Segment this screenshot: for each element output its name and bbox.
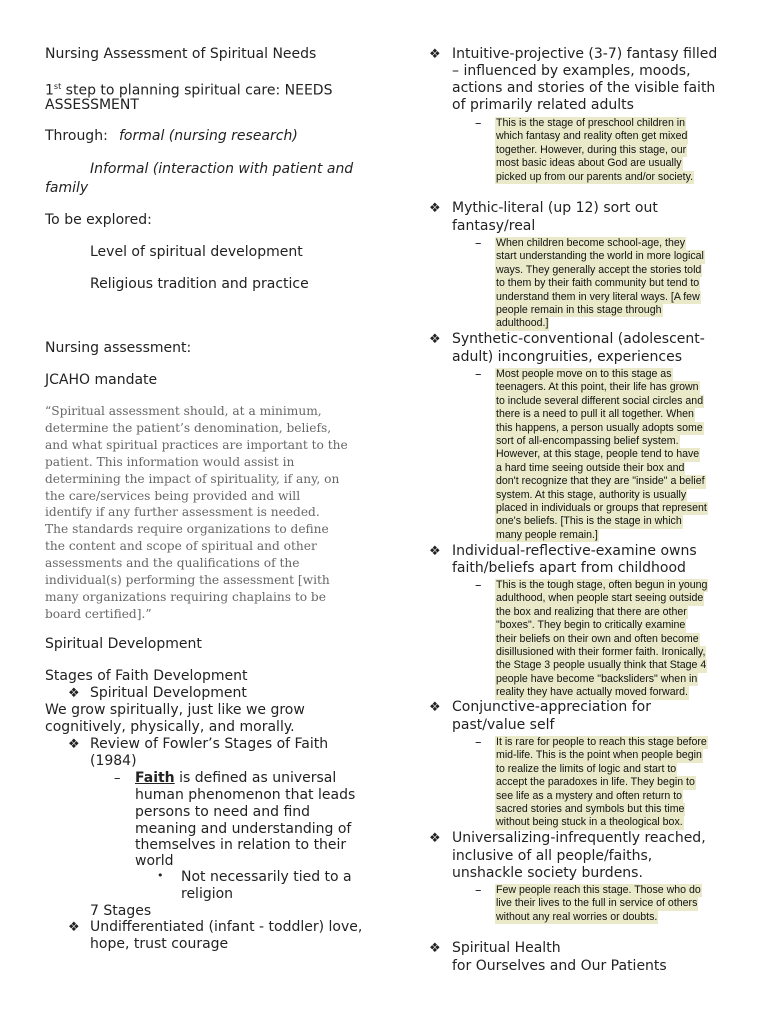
- faith-def: is defined as universal: [174, 770, 337, 786]
- quote-line: “Spiritual assessment should, at a minimum,: [45, 404, 322, 418]
- stage-heading: Universalizing-infrequently reached,: [452, 830, 706, 846]
- note-line: It is rare for people to reach this stage before: [496, 736, 707, 748]
- undifferentiated-line-1: Undifferentiated (infant - toddler) love,: [90, 919, 363, 935]
- note-line: This is the tough stage, often begun in young: [496, 579, 708, 591]
- quote-line: the care/services being provided and will: [45, 488, 301, 503]
- note-line: the Stage 3 people usually think that Stage 4: [496, 659, 707, 672]
- grow-line-2: cognitively, physically, and morally.: [45, 719, 295, 735]
- note-line: ways. They generally accept the stories told: [496, 263, 702, 276]
- stage-heading: Individual-reflective-examine owns: [452, 543, 697, 559]
- through-formal: formal (nursing research): [119, 128, 298, 144]
- jcaho-quote: [45, 403, 365, 623]
- dash-icon: –: [475, 735, 482, 750]
- note-line: Few people reach this stage. Those who do: [496, 884, 701, 896]
- note-line: sort of all-encompassing belief system.: [496, 435, 679, 448]
- diamond-bullet-icon: ❖: [68, 737, 80, 752]
- bullet-spiritual-development: Spiritual Development: [90, 685, 247, 701]
- note-line: many people remain.]: [496, 528, 598, 541]
- note-line: to realize the limits of logic and start to: [496, 762, 677, 775]
- faith-line-6: world: [135, 853, 174, 869]
- quote-line: determine the patient’s denomination, beliefs,: [45, 420, 332, 435]
- fowler-line-1: Review of Fowler’s Stages of Faith: [90, 736, 329, 752]
- faith-term: Faith: [135, 770, 175, 786]
- not-tied-line-2: religion: [181, 886, 234, 902]
- note-line: people remain in this stage through: [496, 304, 662, 317]
- dash-icon: –: [475, 236, 482, 251]
- dash-icon: –: [475, 367, 482, 382]
- stage-heading: fantasy/real: [452, 218, 536, 234]
- quote-line: the content and scope of spiritual and other: [45, 539, 317, 554]
- note-line: their beliefs on their own and often become: [496, 632, 699, 645]
- stage-heading: past/value self: [452, 717, 555, 733]
- explore-label: To be explored:: [45, 212, 152, 228]
- faith-line-3: persons to need and find: [135, 804, 311, 820]
- note-line: mid-life. This is the point when people begin: [496, 749, 702, 762]
- stage-note: [495, 237, 705, 331]
- quote-line: patient. This information would assist in: [45, 454, 295, 469]
- stage-note: [495, 368, 708, 542]
- not-tied-line-1: Not necessarily tied to a: [181, 869, 352, 885]
- through-label: Through:: [45, 128, 108, 144]
- diamond-bullet-icon: ❖: [429, 544, 441, 559]
- quote-line: individual(s) performing the assessment [with: [45, 573, 330, 588]
- note-line: don't recognize that they are "inside" a belief: [496, 475, 705, 488]
- note-line: together. However, during this stage, our: [496, 143, 687, 156]
- faith-line-1: [135, 770, 336, 787]
- dot-bullet-icon: •: [157, 869, 164, 882]
- note-line: a hard time seeing outside their box and: [496, 461, 685, 474]
- note-line: one's beliefs. [This is the stage in which: [496, 515, 682, 528]
- stage-heading: faith/beliefs apart from childhood: [452, 560, 686, 576]
- faith-line-5: themselves in relation to their: [135, 837, 347, 853]
- quote-line: The standards require organizations to define: [45, 522, 329, 537]
- spiritual-health-subheading: for Ourselves and Our Patients: [452, 958, 667, 974]
- note-line: this happens, a person usually adopts some: [496, 421, 703, 434]
- stage-note: [495, 579, 708, 700]
- fowler-line-2: (1984): [90, 753, 137, 769]
- quote-line: assessments and the qualifications of the: [45, 556, 300, 571]
- note-line: to them by their faith community but tend to: [496, 277, 700, 290]
- note-line: to include several different social circles and: [496, 394, 704, 407]
- stage-note: [495, 884, 702, 924]
- stage-heading: Synthetic-conventional (adolescent-: [452, 331, 705, 347]
- stages-heading: Stages of Faith Development: [45, 668, 248, 684]
- undifferentiated-line-2: hope, trust courage: [90, 936, 229, 952]
- note-line: understand them in very literal ways. [A few: [496, 290, 700, 303]
- explore-item-2: Religious tradition and practice: [90, 276, 309, 292]
- stage-heading: inclusive of all people/faiths,: [452, 848, 653, 864]
- dash-icon: –: [475, 116, 482, 131]
- stage-heading: of primarily related adults: [452, 97, 634, 113]
- stage-heading: adult) incongruities, experiences: [452, 349, 683, 365]
- note-line: people have become "backsliders" when in: [496, 672, 698, 685]
- quote-line: and what spiritual practices are important to the: [45, 437, 348, 452]
- diamond-bullet-icon: ❖: [429, 201, 441, 216]
- diamond-bullet-icon: ❖: [429, 47, 441, 62]
- step-number: 1: [45, 82, 54, 99]
- note-line: the box and realizing that there are other: [496, 605, 687, 618]
- note-line: Most people move on to this stage as: [496, 368, 672, 380]
- stage-heading: unshackle society burdens.: [452, 865, 643, 881]
- jcaho-heading: JCAHO mandate: [45, 372, 158, 388]
- stage-note: [495, 117, 694, 184]
- note-line: which fantasy and reality often get mixed: [496, 130, 688, 143]
- dash-icon: –: [475, 578, 482, 593]
- informal-line-2: family: [45, 180, 89, 196]
- stage-heading: actions and stories of the visible faith: [452, 80, 716, 96]
- stage-heading: Intuitive-projective (3-7) fantasy filled: [452, 46, 718, 62]
- note-line: live their lives to the full in service of others: [496, 897, 698, 910]
- nursing-assessment-heading: Nursing assessment:: [45, 340, 192, 356]
- note-line: sacred stories and symbols but this time: [496, 803, 685, 816]
- dash-icon: –: [475, 883, 482, 898]
- stage-heading: – influenced by examples, moods,: [452, 63, 691, 79]
- diamond-bullet-icon: ❖: [68, 920, 80, 935]
- diamond-bullet-icon: ❖: [429, 831, 441, 846]
- stage-heading: Mythic-literal (up 12) sort out: [452, 200, 658, 216]
- note-line: reality they have actually moved forward.: [496, 686, 688, 699]
- step-sup: st: [53, 82, 62, 91]
- faith-line-2: human phenomenon that leads: [135, 787, 356, 803]
- seven-stages: 7 Stages: [90, 903, 152, 919]
- stage-note: [495, 736, 708, 830]
- diamond-bullet-icon: ❖: [429, 332, 441, 347]
- note-line: adulthood, when people start seeing outside: [496, 592, 704, 605]
- note-line: there is a need to pull it all together. When: [496, 408, 694, 421]
- step-line-2: ASSESSMENT: [45, 97, 139, 113]
- quote-line: many organizations requiring chaplains to be: [45, 589, 326, 604]
- note-line: accept the paradoxes in life. They begin to: [496, 776, 695, 789]
- note-line: start understanding the world in more logical: [496, 250, 704, 263]
- stage-heading: Conjunctive-appreciation for: [452, 699, 651, 715]
- diamond-bullet-icon: ❖: [68, 686, 80, 701]
- informal-line-1: Informal (interaction with patient and: [90, 161, 354, 177]
- diamond-bullet-icon: ❖: [429, 700, 441, 715]
- page-title: Nursing Assessment of Spiritual Needs: [45, 46, 317, 62]
- note-line: system. At this stage, authority is usually: [496, 488, 687, 501]
- spiritual-development-heading: Spiritual Development: [45, 636, 202, 652]
- note-line: most basic ideas about God are usually: [496, 157, 682, 170]
- note-line: disillusioned with their former faith. Ironically,: [496, 646, 706, 659]
- quote-line: board certified].”: [45, 606, 152, 621]
- note-line: without any real worries or doubts.: [496, 910, 658, 923]
- dash-icon: –: [114, 771, 121, 786]
- note-line: This is the stage of preschool children in: [496, 117, 686, 129]
- diamond-bullet-icon: ❖: [429, 941, 441, 956]
- note-line: "boxes". They begin to critically examine: [496, 619, 686, 632]
- explore-item-1: Level of spiritual development: [90, 244, 303, 260]
- step-text: step to planning spiritual care: NEEDS: [61, 82, 333, 99]
- quote-line: identify if any further assessment is needed.: [45, 505, 320, 520]
- note-line: When children become school-age, they: [496, 237, 686, 249]
- note-line: without being stuck in a theological box.: [496, 816, 683, 829]
- note-line: picked up from our parents and/or society.: [496, 170, 694, 183]
- note-line: However, at this stage, people tend to have: [496, 448, 700, 461]
- faith-line-4: meaning and understanding of: [135, 821, 352, 837]
- grow-line-1: We grow spiritually, just like we grow: [45, 702, 305, 718]
- note-line: teenagers. At this point, their life has grown: [496, 381, 699, 394]
- spiritual-health-heading: Spiritual Health: [452, 940, 561, 956]
- note-line: see life as a mystery and often return to: [496, 789, 683, 802]
- quote-line: determining the impact of spirituality, if any, on: [45, 471, 340, 486]
- note-line: placed in individuals or groups that represent: [496, 502, 707, 515]
- note-line: adulthood.]: [496, 317, 549, 330]
